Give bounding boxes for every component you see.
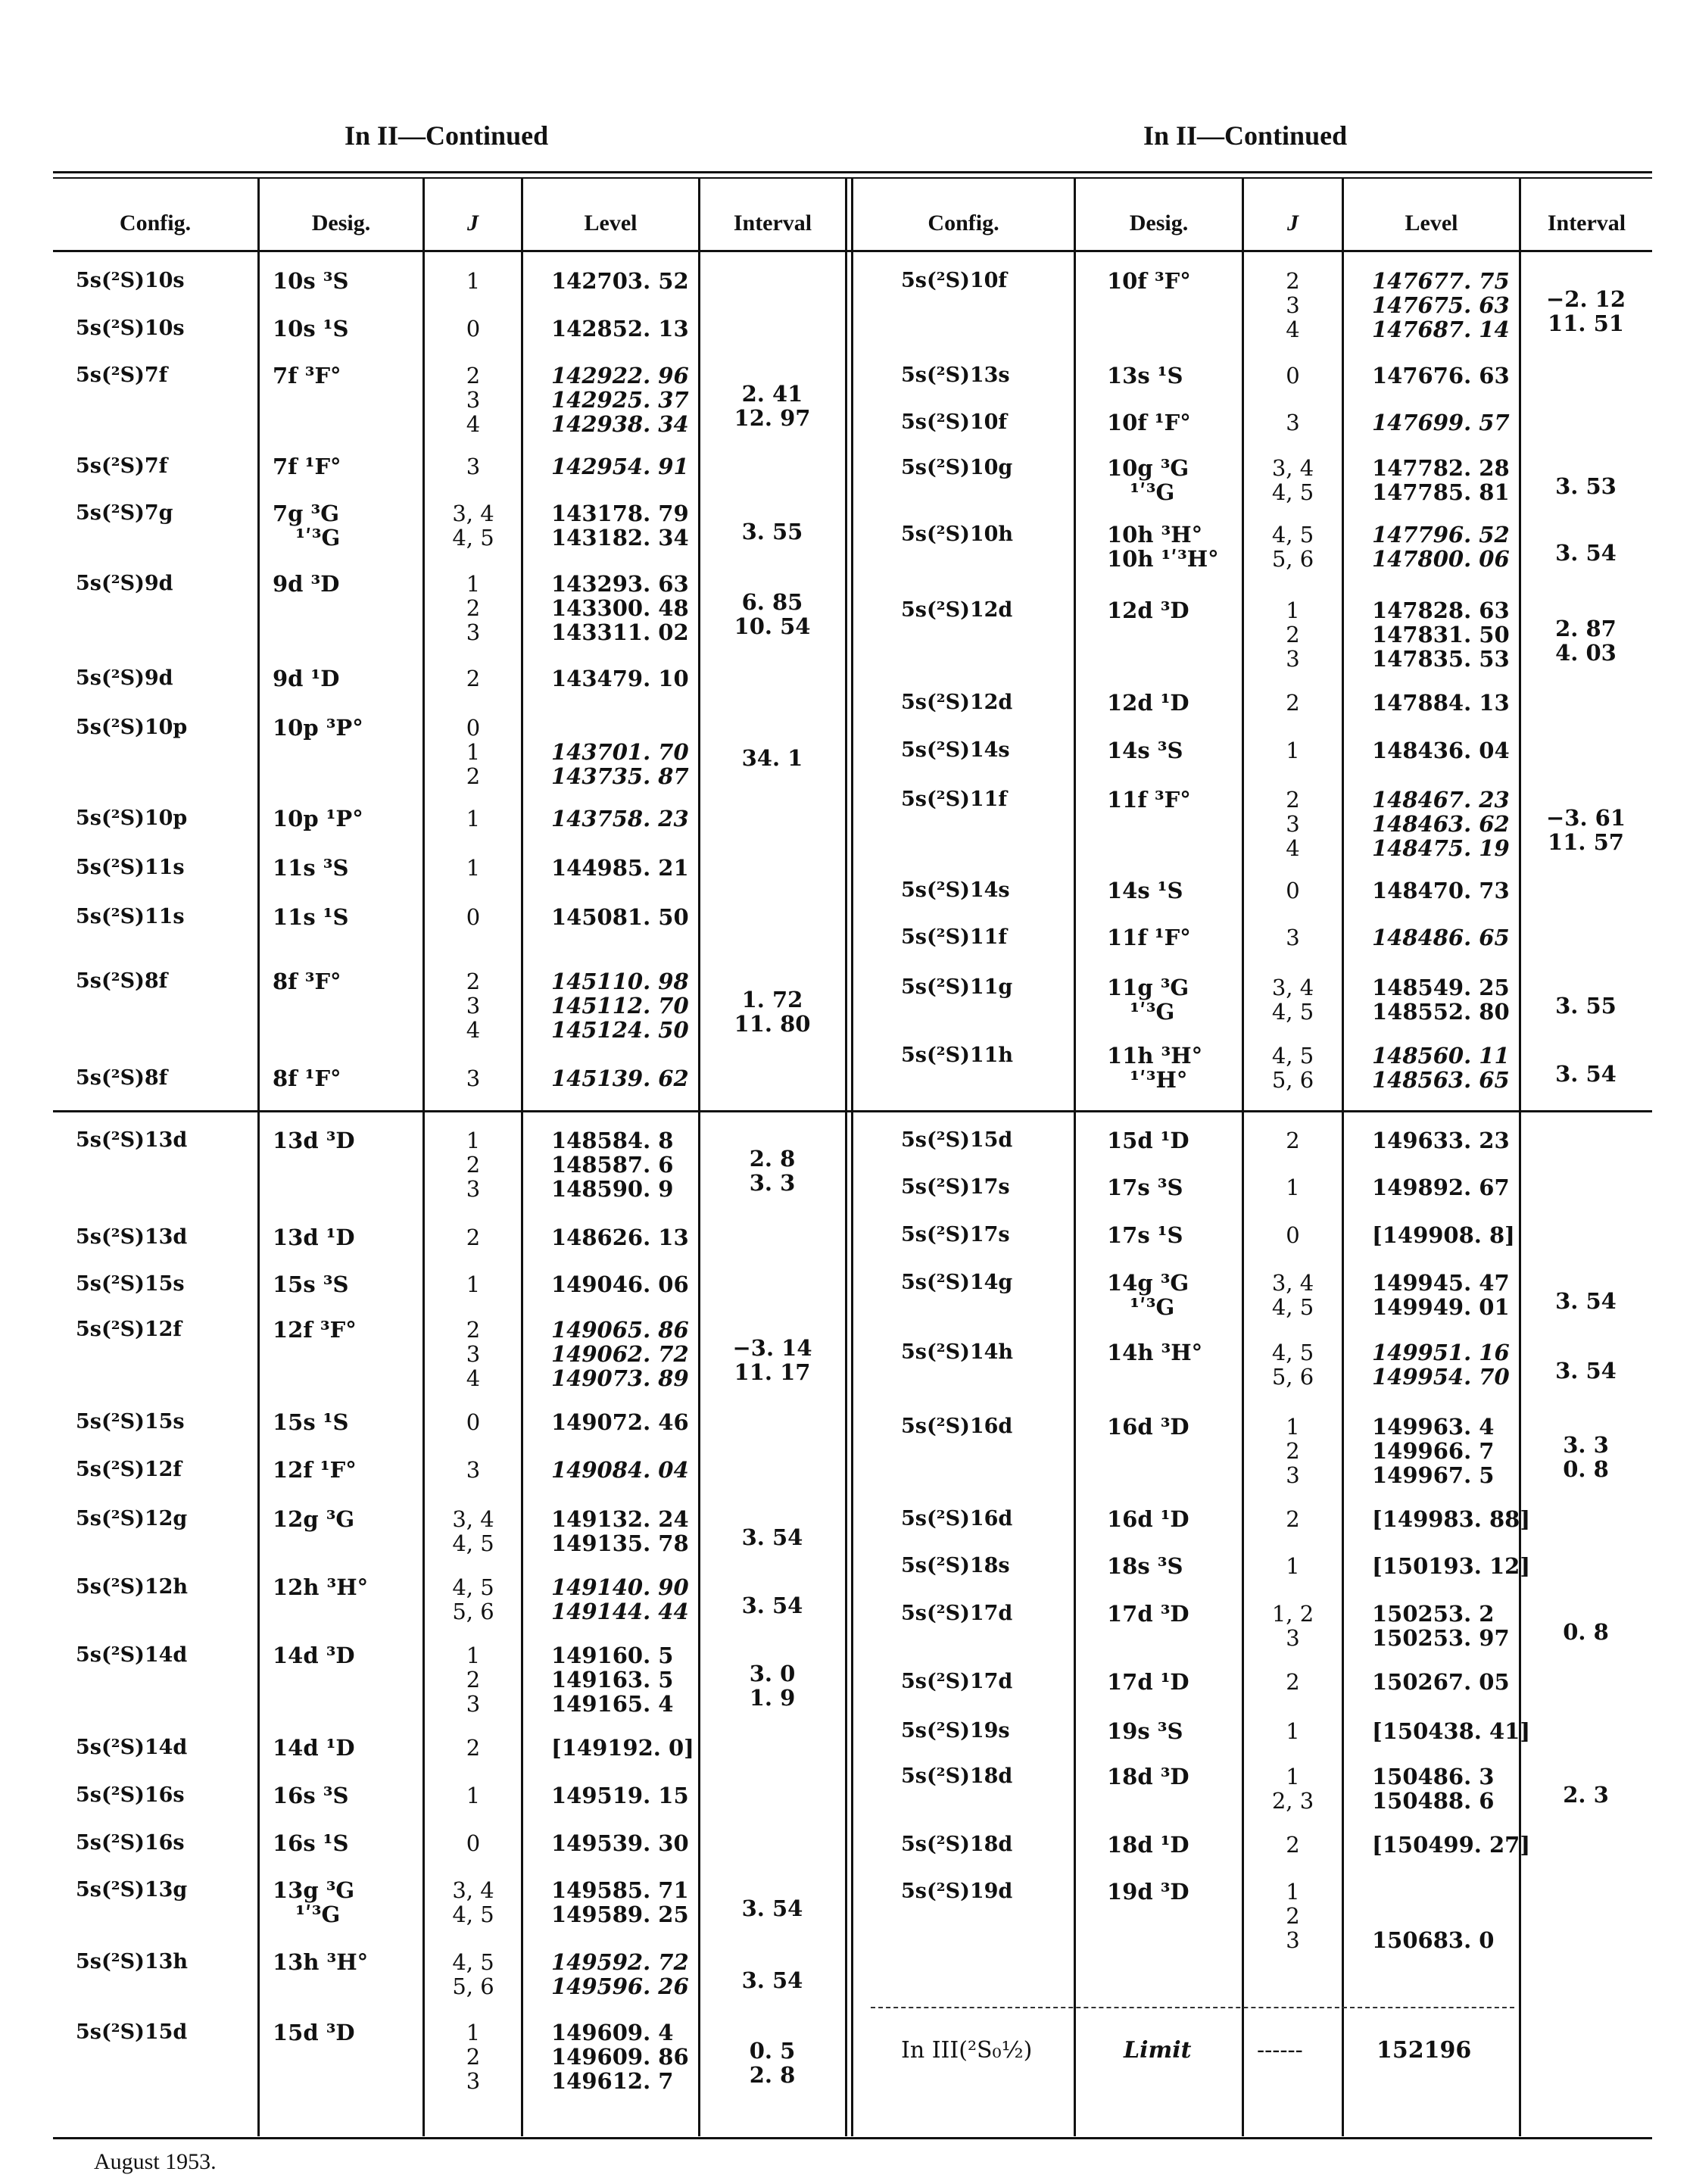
j-cell: 2 [466, 666, 481, 691]
j-cell: 1 [466, 855, 481, 881]
level-cell: 147782. 28 147785. 81 [1372, 455, 1510, 505]
level-cell: 150267. 05 [1372, 1669, 1510, 1695]
limit-level: 152196 [1377, 2037, 1472, 2064]
j-cell: 2 [1286, 1669, 1300, 1695]
config-cell: 5s(²S)10f [901, 269, 1008, 292]
level-cell: 150486. 3 150488. 6 [1372, 1764, 1495, 1814]
limit-dash-rule [871, 2007, 1514, 2008]
desig-cell: 11h ³H° ¹ʹ³H° [1107, 1043, 1203, 1093]
vrule-1 [257, 179, 260, 2136]
desig-cell: 16s ³S [273, 1783, 349, 1808]
config-cell: 5s(²S)17s [901, 1223, 1010, 1246]
j-cell: 2 [1286, 690, 1300, 716]
j-cell: 0 [1286, 1222, 1300, 1248]
config-cell: 5s(²S)15s [76, 1272, 185, 1296]
desig-cell: 10s ³S [273, 268, 349, 294]
j-cell: 4, 5 5, 6 [1271, 1340, 1314, 1390]
desig-cell: 10g ³G ¹ʹ³G [1107, 455, 1189, 505]
interval-cell: 3. 53 [1555, 473, 1617, 499]
config-cell: 5s(²S)16d [901, 1507, 1013, 1530]
desig-cell: 11s ³S [273, 855, 349, 881]
desig-cell: 14d ¹D [273, 1735, 355, 1761]
config-cell: 5s(²S)18d [901, 1764, 1013, 1788]
desig-cell: 12h ³H° [273, 1574, 369, 1600]
config-cell: 5s(²S)12d [901, 598, 1013, 622]
desig-cell: 18s ³S [1107, 1553, 1183, 1579]
desig-cell: 11f ³F° [1107, 787, 1191, 813]
desig-cell: 7g ³G ¹ʹ³G [273, 501, 341, 551]
config-cell: 5s(²S)14g [901, 1271, 1013, 1294]
vrule-5b [851, 179, 853, 2136]
level-cell: 149519. 15 [551, 1783, 689, 1808]
config-cell: 5s(²S)9d [76, 666, 173, 690]
interval-cell: −3. 61 11. 57 [1545, 805, 1626, 855]
config-cell: 5s(²S)13h [76, 1950, 189, 1973]
j-cell: 1 2 3 [466, 571, 481, 645]
hdr-desig-left: Desig. [311, 211, 371, 236]
vrule-8 [1342, 179, 1344, 2136]
level-cell: [149983. 88] [1372, 1506, 1531, 1532]
config-cell: 5s(²S)11g [901, 975, 1013, 999]
config-cell: 5s(²S)12g [76, 1507, 188, 1530]
level-cell: 148486. 65 [1372, 925, 1510, 950]
interval-cell: 3. 54 [741, 1967, 803, 1993]
interval-cell: 3. 54 [741, 1593, 803, 1618]
level-cell: 142703. 52 [551, 268, 689, 294]
config-cell: 5s(²S)19s [901, 1719, 1010, 1743]
config-cell: 5s(²S)7g [76, 501, 173, 525]
footer-date: August 1953. [94, 2149, 217, 2174]
j-cell: 1 2 3 [466, 1643, 481, 1717]
config-cell: 5s(²S)8f [76, 969, 168, 993]
j-cell: 3 [466, 1065, 481, 1091]
desig-cell: 14s ³S [1107, 738, 1183, 763]
desig-cell: 9d ³D [273, 571, 340, 597]
j-cell: 0 [466, 1409, 481, 1435]
desig-cell: 13g ³G ¹ʹ³G [273, 1877, 355, 1927]
j-cell: 3 [1286, 410, 1300, 435]
config-cell: 5s(²S)10s [76, 269, 185, 292]
interval-cell: 0. 5 2. 8 [749, 2038, 796, 2088]
j-cell: 4, 5 5, 6 [452, 1574, 494, 1624]
config-cell: 5s(²S)11f [901, 925, 1008, 949]
level-cell: 142954. 91 [551, 454, 689, 479]
j-cell: 0 [466, 316, 481, 342]
j-cell: 1 [1286, 1553, 1300, 1579]
vrule-4 [698, 179, 700, 2136]
level-cell: 147677. 75 147675. 63 147687. 14 [1372, 268, 1510, 342]
level-cell: 149539. 30 [551, 1830, 689, 1856]
j-cell: 3, 4 4, 5 [452, 501, 494, 551]
hdr-level-left: Level [584, 211, 638, 236]
config-cell: 5s(²S)15s [76, 1410, 185, 1434]
j-cell: 2 3 4 [466, 363, 481, 437]
level-cell: 149046. 06 [551, 1271, 689, 1297]
interval-cell: 6. 85 10. 54 [734, 589, 811, 639]
config-cell: 5s(²S)15d [76, 2020, 188, 2044]
j-cell: 3, 4 4, 5 [452, 1877, 494, 1927]
desig-cell: 17s ¹S [1107, 1222, 1183, 1248]
j-cell: 0 1 2 [466, 715, 481, 789]
config-cell: 5s(²S)8f [76, 1066, 168, 1090]
level-cell: 143479. 10 [551, 666, 689, 691]
j-cell: 1 2 3 [466, 1128, 481, 1202]
desig-cell: 17d ¹D [1107, 1669, 1189, 1695]
level-cell: 147884. 13 [1372, 690, 1510, 716]
desig-cell: 18d ¹D [1107, 1832, 1189, 1858]
config-cell: 5s(²S)12d [901, 691, 1013, 714]
j-cell: 1 2, 3 [1271, 1764, 1314, 1814]
config-cell: 5s(²S)10p [76, 716, 188, 739]
config-cell: 5s(²S)14s [901, 738, 1010, 762]
config-cell: 5s(²S)11f [901, 788, 1008, 811]
config-cell: 5s(²S)18s [901, 1554, 1010, 1577]
j-cell: 2 [1286, 1832, 1300, 1858]
desig-cell: 8f ¹F° [273, 1065, 341, 1091]
j-cell: 0 [466, 904, 481, 930]
level-cell: 148584. 8 148587. 6 148590. 9 [551, 1128, 674, 1202]
interval-cell: 3. 54 [1555, 540, 1617, 566]
desig-cell: 10p ³P° [273, 715, 363, 741]
j-cell: 4, 5 5, 6 [1271, 522, 1314, 572]
level-cell: [149192. 0] [551, 1735, 694, 1761]
interval-cell: 3. 54 [1555, 1358, 1617, 1384]
limit-j: ------ [1257, 2037, 1303, 2064]
level-cell: 149065. 86 149062. 72 149073. 89 [551, 1317, 689, 1391]
j-cell: 4, 5 5, 6 [1271, 1043, 1314, 1093]
j-cell: 2 [466, 1225, 481, 1250]
level-cell: 145081. 50 [551, 904, 689, 930]
config-cell: 5s(²S)13g [76, 1878, 188, 1902]
config-cell: 5s(²S)18d [901, 1833, 1013, 1856]
level-cell: 149072. 46 [551, 1409, 689, 1435]
j-cell: 0 [466, 1830, 481, 1856]
config-cell: 5s(²S)15d [901, 1128, 1013, 1152]
level-cell: 144985. 21 [551, 855, 689, 881]
level-cell: 142922. 96 142925. 37 142938. 34 [551, 363, 689, 437]
interval-cell: 3. 54 [1555, 1061, 1617, 1087]
hdr-level-right: Level [1405, 211, 1458, 236]
level-cell: [150438. 41] [1372, 1718, 1531, 1744]
j-cell: 1 [466, 806, 481, 831]
interval-cell: 1. 72 11. 80 [734, 987, 811, 1037]
j-cell: 2 [1286, 1128, 1300, 1153]
desig-cell: 14d ³D [273, 1643, 355, 1668]
heading-right: In II—Continued [1143, 120, 1348, 151]
level-cell: 149963. 4 149966. 7 149967. 5 [1372, 1414, 1495, 1488]
level-cell: 150683. 0 [1372, 1927, 1495, 1953]
j-cell: 1 [466, 1783, 481, 1808]
j-cell: 3, 4 4, 5 [1271, 975, 1314, 1025]
desig-cell: 10s ¹S [273, 316, 349, 342]
desig-cell: 11f ¹F° [1107, 925, 1191, 950]
desig-cell: 16s ¹S [273, 1830, 349, 1856]
desig-cell: 10f ³F° [1107, 268, 1191, 294]
j-cell: 2 3 4 [466, 1317, 481, 1391]
interval-cell: 3. 0 1. 9 [749, 1661, 796, 1711]
desig-cell: 16d ¹D [1107, 1506, 1189, 1532]
desig-cell: 17d ³D [1107, 1601, 1189, 1627]
desig-cell: 12f ³F° [273, 1317, 357, 1343]
level-cell: 149084. 04 [551, 1457, 689, 1483]
top-rule-1 [53, 171, 1652, 173]
vrule-3 [521, 179, 523, 2136]
config-cell: 5s(²S)11s [76, 856, 185, 879]
limit-desig: Limit [1124, 2037, 1192, 2064]
j-cell: 0 [1286, 363, 1300, 388]
j-cell: 3, 4 4, 5 [1271, 1270, 1314, 1320]
config-cell: 5s(²S)16s [76, 1831, 185, 1855]
j-cell: 1 2 3 [1286, 1879, 1300, 1953]
interval-cell: −2. 12 11. 51 [1545, 286, 1626, 336]
config-cell: 5s(²S)13d [76, 1225, 188, 1249]
config-cell: 5s(²S)10s [76, 317, 185, 340]
interval-cell: 3. 55 [741, 519, 803, 544]
level-cell: 143701. 70 143735. 87 [551, 739, 689, 789]
hdr-config-left: Config. [119, 211, 192, 236]
j-cell: 3 [466, 454, 481, 479]
j-cell: 3, 4 4, 5 [452, 1506, 494, 1556]
config-cell: 5s(²S)19d [901, 1880, 1013, 1903]
level-cell: 145110. 98 145112. 70 145124. 50 [551, 969, 689, 1043]
j-cell: 2 3 4 [466, 969, 481, 1043]
level-cell: 147699. 57 [1372, 410, 1510, 435]
interval-cell: 34. 1 [741, 745, 803, 771]
hdr-interval-left: Interval [733, 211, 812, 236]
config-cell: 5s(²S)9d [76, 572, 173, 595]
j-cell: 1, 2 3 [1271, 1601, 1314, 1651]
j-cell: 2 3 4 [1286, 787, 1300, 861]
desig-cell: 11s ¹S [273, 904, 349, 930]
hdr-desig-right: Desig. [1129, 211, 1189, 236]
desig-cell: 9d ¹D [273, 666, 340, 691]
j-cell: 3 [1286, 925, 1300, 950]
j-cell: 4, 5 5, 6 [452, 1949, 494, 1999]
level-cell: 143293. 63 143300. 48 143311. 02 [551, 571, 689, 645]
level-cell: 149132. 24 149135. 78 [551, 1506, 689, 1556]
level-cell: 142852. 13 [551, 316, 689, 342]
desig-cell: 16d ³D [1107, 1414, 1189, 1440]
desig-cell: 7f ¹F° [273, 454, 341, 479]
heading-left: In II—Continued [345, 120, 549, 151]
interval-cell: 3. 54 [741, 1524, 803, 1550]
desig-cell: 19d ³D [1107, 1879, 1189, 1905]
config-cell: 5s(²S)17d [901, 1670, 1013, 1693]
desig-cell: 17s ³S [1107, 1175, 1183, 1200]
j-cell: 1 [466, 268, 481, 294]
config-cell: 5s(²S)14s [901, 878, 1010, 902]
j-cell: 1 2 3 [1286, 1414, 1300, 1488]
level-cell: 147796. 52 147800. 06 [1372, 522, 1510, 572]
level-cell: 149585. 71 149589. 25 [551, 1877, 689, 1927]
desig-cell: 14s ¹S [1107, 878, 1183, 903]
hdr-j-left: J [467, 211, 479, 236]
level-cell: 149592. 72 149596. 26 [551, 1949, 689, 1999]
hdr-interval-right: Interval [1547, 211, 1626, 236]
bottom-rule [53, 2137, 1652, 2139]
level-cell: 149160. 5 149163. 5 149165. 4 [551, 1643, 674, 1717]
desig-cell: 13d ¹D [273, 1225, 355, 1250]
level-cell: 149892. 67 [1372, 1175, 1510, 1200]
level-cell: 143178. 79 143182. 34 [551, 501, 689, 551]
config-cell: 5s(²S)7f [76, 454, 168, 478]
j-cell: 1 [1286, 738, 1300, 763]
desig-cell: 7f ³F° [273, 363, 341, 388]
level-cell: 148470. 73 [1372, 878, 1510, 903]
desig-cell: 12d ¹D [1107, 690, 1189, 716]
limit-config: In III(²S₀½) [901, 2037, 1033, 2064]
interval-cell: 3. 3 0. 8 [1563, 1432, 1609, 1482]
level-cell: 143758. 23 [551, 806, 689, 831]
config-cell: 5s(²S)13d [76, 1128, 188, 1152]
level-cell: 148626. 13 [551, 1225, 689, 1250]
j-cell: 3, 4 4, 5 [1271, 455, 1314, 505]
config-cell: 5s(²S)12f [76, 1318, 182, 1341]
config-cell: 5s(²S)12h [76, 1575, 189, 1599]
j-cell: 2 [466, 1735, 481, 1761]
config-cell: 5s(²S)14h [901, 1340, 1014, 1364]
level-cell: 149945. 47 149949. 01 [1372, 1270, 1510, 1320]
desig-cell: 14g ³G ¹ʹ³G [1107, 1270, 1189, 1320]
desig-cell: 13h ³H° [273, 1949, 369, 1975]
j-cell: 2 [1286, 1506, 1300, 1532]
level-cell: 148549. 25 148552. 80 [1372, 975, 1510, 1025]
level-cell: 147828. 63 147831. 50 147835. 53 [1372, 597, 1510, 672]
desig-cell: 12d ³D [1107, 597, 1189, 623]
level-cell: 148436. 04 [1372, 738, 1510, 763]
hdr-j-right: J [1287, 211, 1299, 236]
interval-cell: 3. 54 [1555, 1288, 1617, 1314]
interval-cell: 2. 41 12. 97 [734, 381, 811, 431]
desig-cell: 10p ¹P° [273, 806, 363, 831]
desig-cell: 11g ³G ¹ʹ³G [1107, 975, 1189, 1025]
interval-cell: 2. 3 [1563, 1782, 1609, 1808]
config-cell: 5s(²S)14d [76, 1736, 188, 1759]
desig-cell: 13s ¹S [1107, 363, 1183, 388]
level-cell: 149951. 16 149954. 70 [1372, 1340, 1510, 1390]
interval-cell: 3. 55 [1555, 993, 1617, 1019]
level-cell: 149609. 4 149609. 86 149612. 7 [551, 2020, 689, 2094]
desig-cell: 12g ³G [273, 1506, 355, 1532]
level-cell: 148467. 23 148463. 62 148475. 19 [1372, 787, 1510, 861]
level-cell: 148560. 11 148563. 65 [1372, 1043, 1510, 1093]
config-cell: 5s(²S)7f [76, 363, 168, 387]
config-cell: 5s(²S)10h [901, 523, 1014, 546]
config-cell: 5s(²S)13s [901, 363, 1010, 387]
vrule-5 [845, 179, 847, 2136]
interval-cell: 3. 54 [741, 1895, 803, 1921]
config-cell: 5s(²S)16d [901, 1415, 1013, 1438]
config-cell: 5s(²S)12f [76, 1458, 182, 1481]
level-cell: [150193. 12] [1372, 1553, 1531, 1579]
desig-cell: 18d ³D [1107, 1764, 1189, 1789]
level-cell: 149633. 23 [1372, 1128, 1510, 1153]
interval-cell: 2. 87 4. 03 [1555, 616, 1617, 666]
j-cell: 1 [1286, 1175, 1300, 1200]
level-cell: [149908. 8] [1372, 1222, 1515, 1248]
desig-cell: 14h ³H° [1107, 1340, 1203, 1365]
desig-cell: 15s ¹S [273, 1409, 349, 1435]
level-cell: 145139. 62 [551, 1065, 689, 1091]
config-cell: 5s(²S)16s [76, 1783, 185, 1807]
level-cell: 149140. 90 149144. 44 [551, 1574, 689, 1624]
level-cell: 150253. 2 150253. 97 [1372, 1601, 1510, 1651]
vrule-7 [1242, 179, 1244, 2136]
level-cell: 147676. 63 [1372, 363, 1510, 388]
j-cell: 1 2 3 [1286, 597, 1300, 672]
desig-cell: 15d ³D [273, 2020, 355, 2045]
desig-cell: 15s ³S [273, 1271, 349, 1297]
interval-cell: 2. 8 3. 3 [749, 1146, 796, 1196]
config-cell: 5s(²S)10g [901, 456, 1013, 479]
config-cell: 5s(²S)10p [76, 807, 188, 830]
desig-cell: 10h ³H° 10h ¹ʹ³H° [1107, 522, 1219, 572]
desig-cell: 19s ³S [1107, 1718, 1183, 1744]
j-cell: 1 [466, 1271, 481, 1297]
hdr-config-right: Config. [928, 211, 999, 236]
config-cell: 5s(²S)10f [901, 410, 1008, 434]
j-cell: 3 [466, 1457, 481, 1483]
level-cell: [150499. 27] [1372, 1832, 1531, 1858]
config-cell: 5s(²S)17s [901, 1175, 1010, 1199]
vrule-2 [422, 179, 425, 2136]
desig-cell: 10f ¹F° [1107, 410, 1191, 435]
j-cell: 1 2 3 [466, 2020, 481, 2094]
config-cell: 5s(²S)11h [901, 1044, 1014, 1067]
config-cell: 5s(²S)11s [76, 905, 185, 928]
desig-cell: 15d ¹D [1107, 1128, 1189, 1153]
config-cell: 5s(²S)17d [901, 1602, 1013, 1625]
desig-cell: 12f ¹F° [273, 1457, 357, 1483]
desig-cell: 13d ³D [273, 1128, 355, 1153]
interval-cell: −3. 14 11. 17 [732, 1335, 812, 1385]
desig-cell: 8f ³F° [273, 969, 341, 994]
j-cell: 1 [1286, 1718, 1300, 1744]
j-cell: 2 3 4 [1286, 268, 1300, 342]
j-cell: 0 [1286, 878, 1300, 903]
config-cell: 5s(²S)14d [76, 1643, 188, 1667]
interval-cell: 0. 8 [1563, 1619, 1609, 1645]
vrule-6 [1074, 179, 1076, 2136]
